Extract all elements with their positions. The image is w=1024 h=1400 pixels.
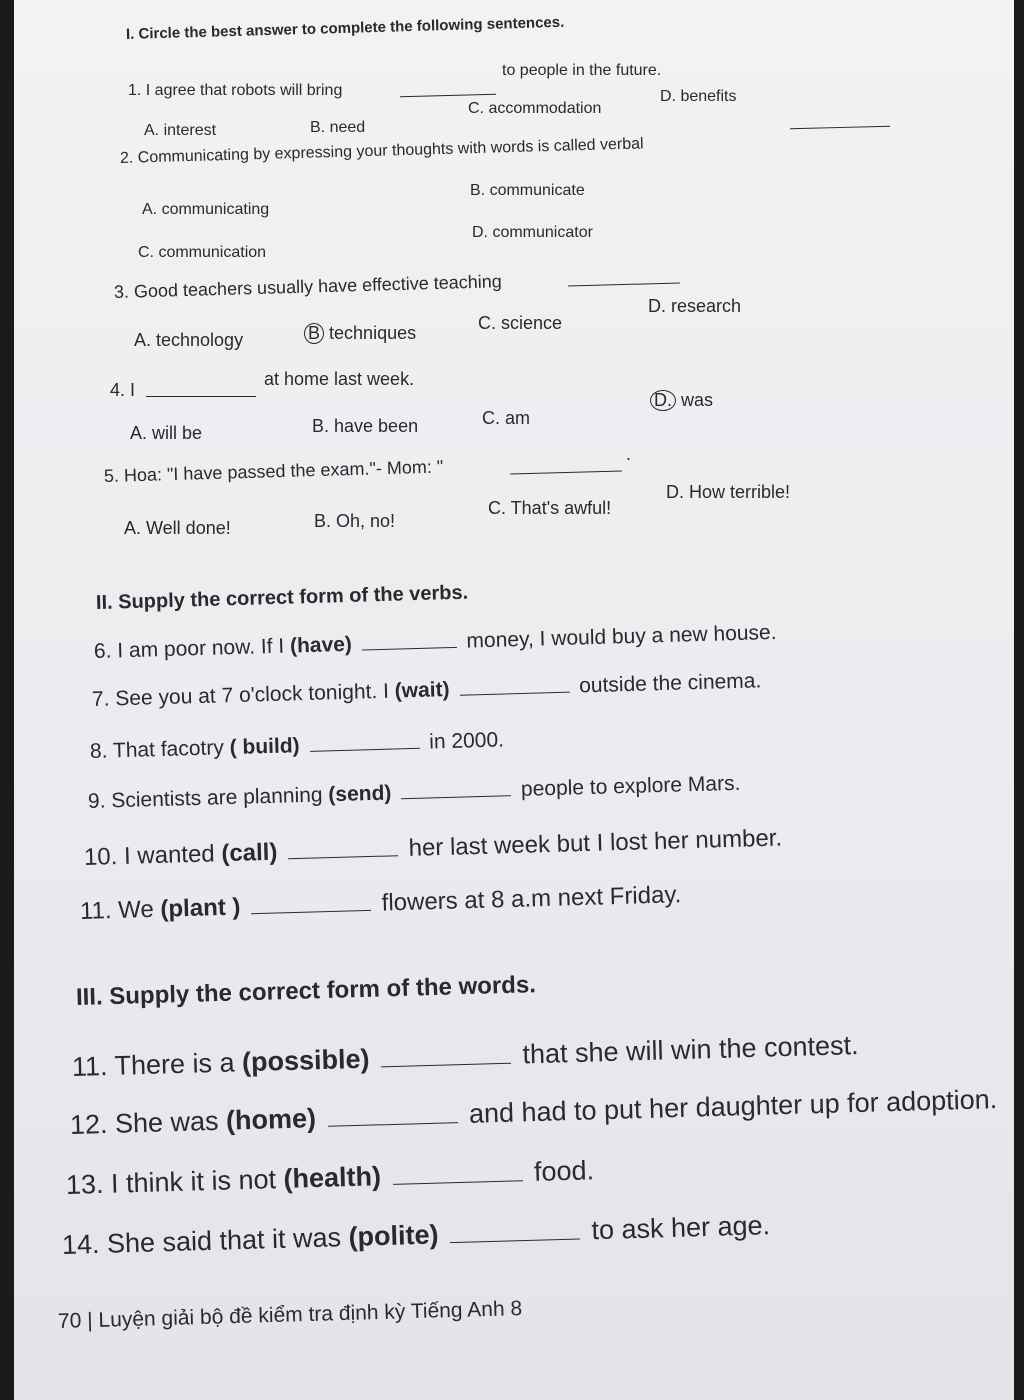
q2-option-a: A. communicating (142, 201, 270, 218)
verb-item-6-blank (362, 646, 457, 651)
verb-item-7-blank (460, 691, 570, 696)
page-number: 70 (57, 1309, 82, 1333)
q1-stem-b: to people in the future. (502, 62, 662, 79)
section1-heading: I. Circle the best answer to complete the following sentences. (125, 13, 565, 43)
q4-stem-a: 4. I (110, 380, 136, 400)
verb-item-7-verb: (wait) (394, 678, 450, 703)
q3-stem: 3. Good teachers usually have effective teaching (113, 271, 503, 302)
q5-option-b: B. Oh, no! (314, 511, 396, 531)
verb-item-11-pre: 11. We (79, 895, 155, 925)
verb-item-11-verb: (plant ) (160, 893, 241, 923)
word-item-12-post: and had to put her daughter up for adoption. (468, 1084, 998, 1129)
word-item-13 (66, 1155, 595, 1201)
verb-item-6 (94, 621, 777, 664)
verb-item-10-verb: (call) (220, 838, 278, 868)
worksheet-page (14, 0, 1014, 1400)
verb-item-7-post: outside the cinema. (578, 669, 762, 698)
word-item-11-pre: 11. There is a (71, 1047, 235, 1082)
q3-blank (568, 283, 680, 287)
section3-heading: III. Supply the correct form of the words. (75, 971, 537, 1011)
word-item-12-blank (328, 1121, 458, 1127)
verb-item-10-post: her last week but I lost her number. (408, 824, 783, 862)
word-item-12-pre: 12. She was (69, 1105, 219, 1140)
q5-stem: 5. Hoa: "I have passed the exam."- Mom: " (103, 456, 444, 486)
q2-option-b: B. communicate (470, 182, 585, 199)
q4-option-d (650, 390, 713, 411)
word-item-14 (62, 1210, 771, 1261)
verb-item-9-verb: (send) (328, 781, 392, 807)
q5-option-a: A. Well done! (124, 518, 231, 538)
q3-option-d: D. research (648, 296, 742, 316)
q5-blank (510, 471, 622, 475)
word-item-14-post: to ask her age. (591, 1210, 771, 1246)
q5-option-c: C. That's awful! (488, 498, 612, 518)
q4-blank (146, 396, 256, 397)
q4-stem-b: at home last week. (264, 369, 415, 389)
verb-item-8 (90, 728, 505, 764)
word-item-12 (70, 1084, 998, 1141)
verb-item-10-blank (288, 854, 398, 859)
word-item-11-blank (381, 1062, 511, 1068)
word-item-14-blank (450, 1238, 580, 1244)
q1-option-b: B. need (310, 119, 366, 136)
word-item-11-post: that she will win the contest. (522, 1030, 859, 1070)
q3-option-b (304, 323, 416, 344)
verb-item-6-verb: (have) (289, 632, 353, 658)
word-item-14-word: (polite) (348, 1219, 439, 1252)
verb-item-8-pre: 8. That facotry (89, 736, 225, 763)
page-footer (58, 1297, 523, 1334)
q4-option-c: C. am (482, 408, 531, 428)
verb-item-10 (84, 825, 783, 872)
verb-item-9-blank (401, 794, 511, 799)
q4-option-a: A. will be (130, 423, 203, 443)
q1-option-c: C. accommodation (468, 100, 602, 117)
q5-option-d: D. How terrible! (666, 482, 791, 502)
word-item-13-pre: 13. I think it is not (65, 1164, 277, 1200)
q2-stem: 2. Communicating by expressing your thoughts with words is called verbal (119, 135, 644, 167)
word-item-14-pre: 14. She said that it was (61, 1222, 342, 1260)
q4-circled-answer: D. (650, 390, 676, 411)
verb-item-7-pre: 7. See you at 7 o'clock tonight. I (91, 679, 390, 711)
q3-option-a: A. technology (134, 330, 244, 350)
q5-stem-end: . (626, 444, 632, 464)
q1-blank (400, 94, 496, 98)
q1-stem-a: 1. I agree that robots will bring (128, 82, 343, 99)
word-item-13-blank (393, 1179, 523, 1185)
verb-item-10-pre: 10. I wanted (83, 840, 216, 871)
verb-item-7 (92, 669, 762, 712)
q3-option-b-word: techniques (329, 323, 417, 343)
q3-circled-answer: B (304, 323, 324, 344)
word-item-11-word: (possible) (241, 1043, 370, 1078)
q4-option-b: B. have been (312, 416, 419, 436)
verb-item-6-post: money, I would buy a new house. (466, 620, 777, 653)
word-item-11 (72, 1030, 859, 1083)
verb-item-11-post: flowers at 8 a.m next Friday. (381, 881, 682, 917)
q4-option-d-word: was (681, 390, 714, 410)
verb-item-6-pre: 6. I am poor now. If I (93, 634, 285, 663)
q2-blank (790, 126, 890, 130)
q1-option-d: D. benefits (660, 88, 737, 105)
q2-option-d: D. communicator (472, 224, 593, 241)
word-item-12-word: (home) (225, 1103, 317, 1136)
verb-item-8-post: in 2000. (428, 728, 505, 754)
verb-item-9 (88, 772, 741, 814)
verb-item-8-verb: ( build) (229, 734, 300, 760)
verb-item-9-post: people to explore Mars. (520, 771, 741, 801)
q3-option-c: C. science (478, 313, 563, 333)
verb-item-11 (80, 881, 682, 926)
word-item-13-word: (health) (283, 1161, 382, 1194)
q2-option-c: C. communication (138, 244, 267, 261)
word-item-13-post: food. (533, 1155, 595, 1187)
verb-item-9-pre: 9. Scientists are planning (87, 783, 323, 813)
book-title: | Luyện giải bộ đề kiểm tra định kỳ Tiếng Anh 8 (86, 1297, 523, 1333)
verb-item-8-blank (310, 747, 420, 752)
verb-item-11-blank (251, 909, 371, 914)
section2-heading: II. Supply the correct form of the verbs. (95, 581, 469, 614)
q1-option-a: A. interest (144, 122, 217, 139)
